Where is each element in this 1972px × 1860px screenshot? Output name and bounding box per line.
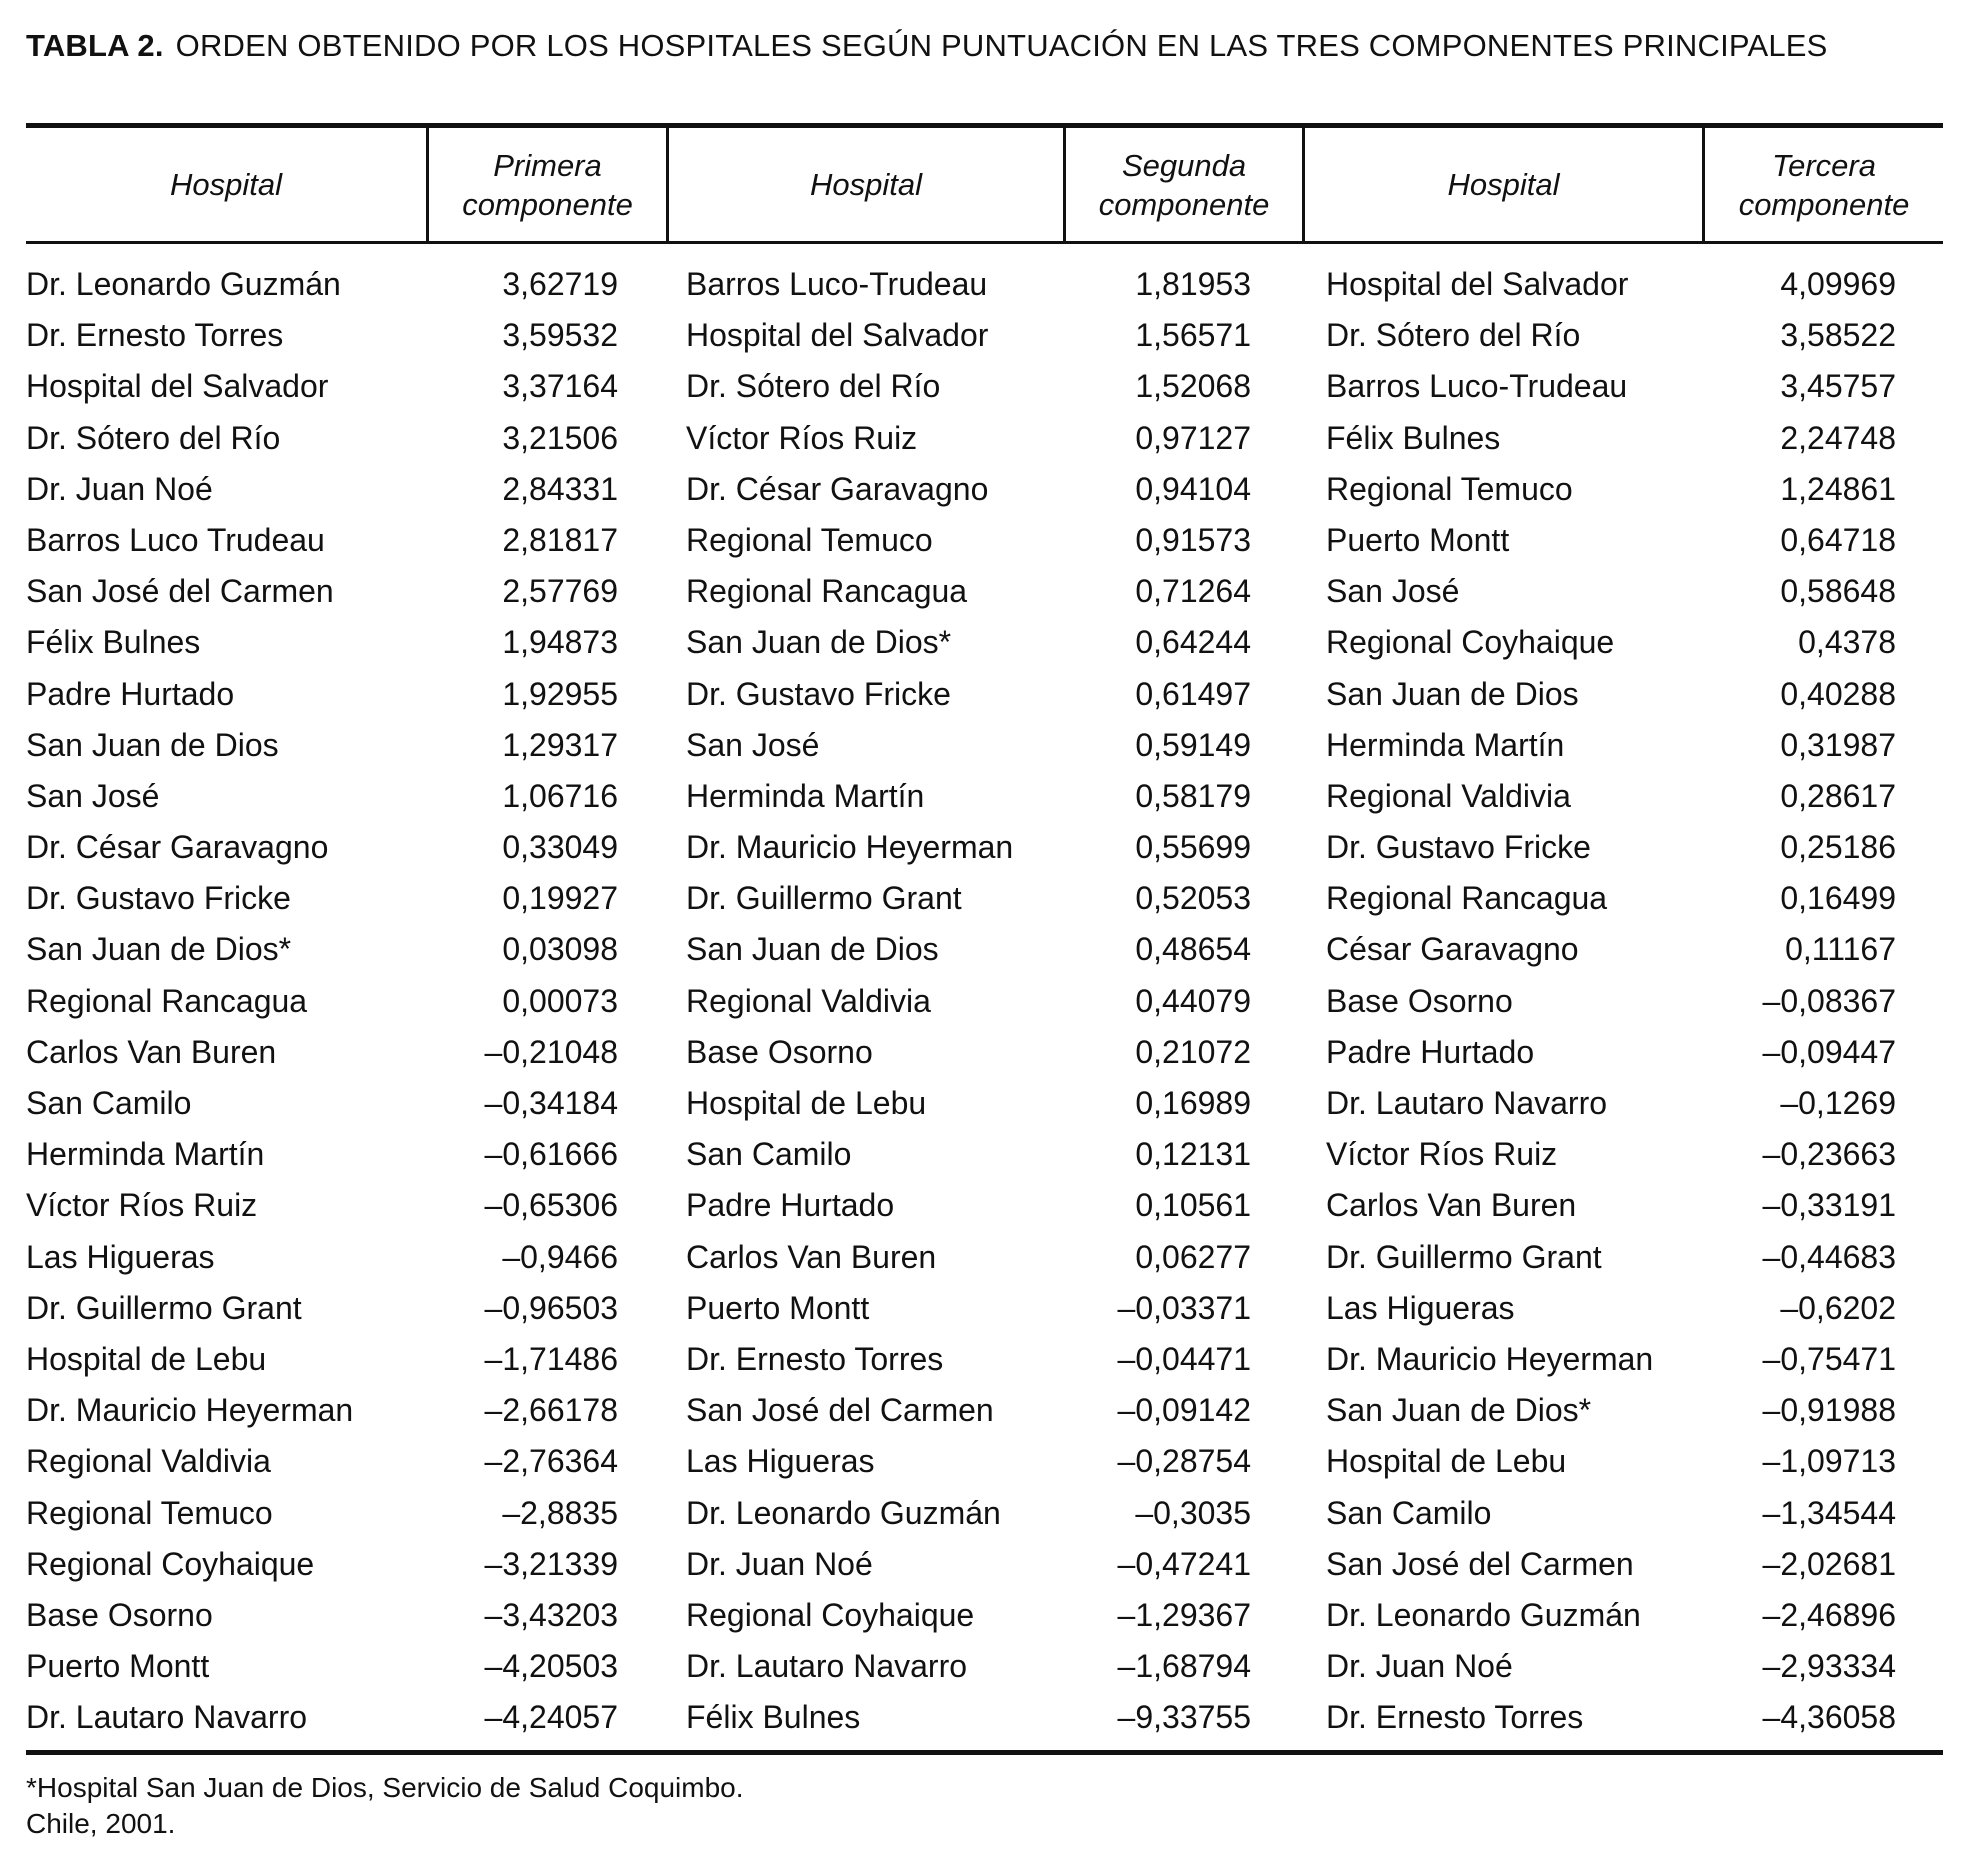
hospital-name-tercera: Dr. Ernesto Torres — [1326, 1699, 1584, 1736]
table-row — [0, 1388, 1972, 1439]
table-row — [0, 1030, 1972, 1081]
score-segunda: 0,44079 — [1135, 982, 1251, 1019]
hospital-name-tercera: San José del Carmen — [1326, 1545, 1634, 1582]
score-segunda: 1,81953 — [1135, 266, 1251, 302]
table-caption: ORDEN OBTENIDO POR LOS HOSPITALES SEGÚN PUNTUACIÓN EN LAS TRES COMPONENTES PRINCIPALES — [175, 28, 1828, 63]
hospital-name-tercera: Padre Hurtado — [1326, 1033, 1535, 1070]
score-segunda: 0,16989 — [1135, 1085, 1251, 1121]
header-hospital-3: Hospital — [1447, 167, 1560, 202]
hospital-name-primera: Dr. Juan Noé — [26, 470, 213, 507]
score-tercera: 0,4378 — [1798, 624, 1896, 661]
table-row — [0, 927, 1972, 978]
score-segunda: 0,55699 — [1135, 829, 1251, 866]
score-primera: 0,19927 — [502, 880, 618, 917]
hospital-name-segunda: Base Osorno — [686, 1033, 873, 1070]
hospital-name-primera: Dr. César Garavagno — [26, 829, 329, 866]
score-tercera: –2,46896 — [1762, 1596, 1896, 1633]
score-segunda: 0,94104 — [1135, 470, 1251, 507]
hospital-name-segunda: San José — [686, 726, 820, 763]
hospital-name-tercera: Dr. Guillermo Grant — [1326, 1238, 1602, 1275]
score-tercera: –0,09447 — [1762, 1033, 1896, 1070]
hospital-name-segunda: San José del Carmen — [686, 1392, 994, 1429]
score-primera: 2,81817 — [502, 521, 618, 558]
header-segunda-componente-label: Segunda componente — [1098, 147, 1270, 222]
table-body — [0, 262, 1972, 1746]
score-segunda: 0,58179 — [1135, 777, 1251, 814]
score-primera: 2,84331 — [502, 470, 618, 507]
hospital-name-segunda: Dr. Sótero del Río — [686, 368, 941, 405]
score-tercera: –0,6202 — [1780, 1289, 1896, 1326]
hospital-name-primera: Base Osorno — [26, 1596, 213, 1633]
score-tercera: –0,1269 — [1780, 1085, 1896, 1121]
hospital-name-primera: Dr. Sótero del Río — [26, 419, 281, 456]
score-tercera: –2,02681 — [1762, 1545, 1896, 1582]
hospital-name-primera: San José del Carmen — [26, 573, 334, 610]
score-segunda: 0,71264 — [1135, 573, 1251, 610]
hospital-name-tercera: Dr. Leonardo Guzmán — [1326, 1596, 1641, 1633]
hospital-name-tercera: San José — [1326, 573, 1460, 610]
hospital-name-primera: Herminda Martín — [26, 1136, 265, 1173]
hospital-name-primera: Félix Bulnes — [26, 624, 201, 661]
hospital-name-primera: Regional Valdivia — [26, 1443, 271, 1480]
hospital-name-tercera: Regional Valdivia — [1326, 777, 1571, 814]
table-row — [0, 1337, 1972, 1388]
table-row — [0, 1286, 1972, 1337]
table-row — [0, 313, 1972, 364]
table-row — [0, 1644, 1972, 1695]
hospital-name-segunda: Víctor Ríos Ruiz — [686, 419, 918, 456]
score-tercera: –0,44683 — [1762, 1238, 1896, 1275]
score-primera: 1,29317 — [502, 726, 618, 763]
score-segunda: 0,97127 — [1135, 419, 1251, 456]
header-segunda-componente — [1066, 128, 1302, 241]
score-tercera: –0,75471 — [1762, 1340, 1896, 1377]
header-tercera-componente — [1705, 128, 1943, 241]
hospital-name-tercera: San Camilo — [1326, 1494, 1492, 1531]
hospital-name-tercera: Hospital de Lebu — [1326, 1443, 1567, 1480]
score-primera: 0,00073 — [502, 982, 618, 1019]
hospital-name-segunda: Las Higueras — [686, 1443, 875, 1480]
hospital-name-segunda: Félix Bulnes — [686, 1699, 861, 1736]
score-tercera: –2,93334 — [1762, 1648, 1896, 1685]
table-row — [0, 1491, 1972, 1542]
hospital-name-segunda: Barros Luco-Trudeau — [686, 266, 988, 302]
hospital-name-segunda: Dr. Leonardo Guzmán — [686, 1494, 1001, 1531]
table-row — [0, 1235, 1972, 1286]
hospital-name-primera: San Juan de Dios* — [26, 931, 292, 968]
table-row — [0, 518, 1972, 569]
table-row — [0, 774, 1972, 825]
table-row — [0, 1132, 1972, 1183]
hospital-name-segunda: Puerto Montt — [686, 1289, 870, 1326]
hospital-name-tercera: Herminda Martín — [1326, 726, 1565, 763]
header-primera-componente — [429, 128, 666, 241]
score-tercera: 0,58648 — [1780, 573, 1896, 610]
score-primera: 0,33049 — [502, 829, 618, 866]
score-segunda: –0,03371 — [1117, 1289, 1251, 1326]
hospital-name-tercera: Hospital del Salvador — [1326, 266, 1629, 302]
hospital-name-primera: Dr. Gustavo Fricke — [26, 880, 291, 917]
score-primera: 3,21506 — [502, 419, 618, 456]
hospital-name-tercera: San Juan de Dios* — [1326, 1392, 1592, 1429]
score-tercera: 4,09969 — [1780, 266, 1896, 302]
score-primera: 1,94873 — [502, 624, 618, 661]
score-tercera: –1,09713 — [1762, 1443, 1896, 1480]
hospital-name-primera: Regional Temuco — [26, 1494, 273, 1531]
score-segunda: –0,04471 — [1117, 1340, 1251, 1377]
hospital-name-primera: Carlos Van Buren — [26, 1033, 277, 1070]
score-segunda: 0,48654 — [1135, 931, 1251, 968]
hospital-name-segunda: Dr. Juan Noé — [686, 1545, 873, 1582]
score-segunda: –9,33755 — [1117, 1699, 1251, 1736]
hospital-name-primera: Las Higueras — [26, 1238, 215, 1275]
hospital-name-primera: San José — [26, 777, 160, 814]
score-segunda: 0,10561 — [1135, 1187, 1251, 1224]
score-primera: –4,20503 — [484, 1648, 618, 1685]
header-tercera-componente-label: Tercera componente — [1738, 147, 1910, 222]
score-segunda: 0,12131 — [1135, 1136, 1251, 1173]
hospital-name-primera: Puerto Montt — [26, 1648, 210, 1685]
table-row — [0, 723, 1972, 774]
hospital-name-tercera: Las Higueras — [1326, 1289, 1515, 1326]
score-primera: 3,59532 — [502, 317, 618, 354]
score-tercera: 0,31987 — [1780, 726, 1896, 763]
header-primera-componente-label: Primera componente — [462, 147, 633, 222]
hospital-name-tercera: Carlos Van Buren — [1326, 1187, 1577, 1224]
score-tercera: –0,91988 — [1762, 1392, 1896, 1429]
table-row — [0, 876, 1972, 927]
score-segunda: –1,68794 — [1117, 1648, 1251, 1685]
table-row — [0, 1081, 1972, 1132]
score-segunda: 0,61497 — [1135, 675, 1251, 712]
table-label: TABLA 2. — [26, 28, 164, 63]
hospital-name-segunda: Hospital del Salvador — [686, 317, 989, 354]
hospital-name-tercera: San Juan de Dios — [1326, 675, 1579, 712]
hospital-name-primera: Regional Coyhaique — [26, 1545, 315, 1582]
hospital-name-segunda: Herminda Martín — [686, 777, 925, 814]
score-tercera: 1,24861 — [1780, 470, 1896, 507]
score-primera: 0,03098 — [502, 931, 618, 968]
score-primera: –1,71486 — [484, 1340, 618, 1377]
score-tercera: –0,33191 — [1762, 1187, 1896, 1224]
header-rule — [26, 241, 1943, 244]
score-segunda: 0,59149 — [1135, 726, 1251, 763]
header-hospital-2: Hospital — [810, 167, 922, 202]
score-tercera: 3,58522 — [1780, 317, 1896, 354]
hospital-name-primera: Dr. Guillermo Grant — [26, 1289, 302, 1326]
score-primera: 1,06716 — [502, 777, 618, 814]
hospital-name-tercera: Dr. Lautaro Navarro — [1326, 1085, 1608, 1121]
hospital-name-primera: Hospital del Salvador — [26, 368, 329, 405]
hospital-name-segunda: Regional Coyhaique — [686, 1596, 975, 1633]
table-row — [0, 1183, 1972, 1234]
table-row — [0, 979, 1972, 1030]
hospital-name-tercera: Dr. Mauricio Heyerman — [1326, 1340, 1654, 1377]
table-row — [0, 569, 1972, 620]
table-row — [0, 416, 1972, 467]
hospital-name-primera: San Juan de Dios — [26, 726, 279, 763]
hospital-name-segunda: San Juan de Dios — [686, 931, 939, 968]
score-segunda: –0,3035 — [1135, 1494, 1251, 1531]
score-segunda: –0,28754 — [1117, 1443, 1251, 1480]
hospital-name-tercera: Félix Bulnes — [1326, 419, 1501, 456]
score-segunda: –0,47241 — [1117, 1545, 1251, 1582]
score-segunda: 1,56571 — [1135, 317, 1251, 354]
hospital-name-segunda: San Juan de Dios* — [686, 624, 952, 661]
hospital-name-segunda: Hospital de Lebu — [686, 1085, 927, 1121]
score-tercera: 0,28617 — [1780, 777, 1896, 814]
score-segunda: 0,64244 — [1135, 624, 1251, 661]
score-primera: –0,21048 — [484, 1033, 618, 1070]
hospital-name-segunda: Regional Temuco — [686, 521, 933, 558]
header-hospital-1: Hospital — [170, 167, 282, 202]
hospital-name-primera: Víctor Ríos Ruiz — [26, 1187, 258, 1224]
hospital-name-segunda: Regional Rancagua — [686, 573, 968, 610]
table-row — [0, 1542, 1972, 1593]
score-primera: –0,65306 — [484, 1187, 618, 1224]
score-tercera: 0,16499 — [1780, 880, 1896, 917]
score-segunda: 0,52053 — [1135, 880, 1251, 917]
score-primera: –0,61666 — [484, 1136, 618, 1173]
hospital-name-segunda: Regional Valdivia — [686, 982, 931, 1019]
score-segunda: 0,91573 — [1135, 521, 1251, 558]
source-note: Chile, 2001. — [26, 1808, 176, 1839]
table-row — [0, 262, 1972, 313]
hospital-name-tercera: Regional Temuco — [1326, 470, 1573, 507]
hospital-name-tercera: César Garavagno — [1326, 931, 1579, 968]
table-row — [0, 672, 1972, 723]
footnote: *Hospital San Juan de Dios, Servicio de Salud Coquimbo. — [26, 1772, 744, 1803]
hospital-name-primera: San Camilo — [26, 1085, 192, 1121]
score-segunda: –0,09142 — [1117, 1392, 1251, 1429]
hospital-name-segunda: San Camilo — [686, 1136, 852, 1173]
table-row — [0, 620, 1972, 671]
score-primera: –3,21339 — [484, 1545, 618, 1582]
table-row — [0, 1593, 1972, 1644]
score-tercera: 0,25186 — [1780, 829, 1896, 866]
score-segunda: 0,21072 — [1135, 1033, 1251, 1070]
score-primera: 3,62719 — [502, 266, 618, 302]
hospital-name-segunda: Dr. Mauricio Heyerman — [686, 829, 1014, 866]
table-row — [0, 1695, 1972, 1746]
hospital-name-tercera: Puerto Montt — [1326, 521, 1510, 558]
score-tercera: 0,11167 — [1785, 931, 1896, 968]
score-primera: –2,8835 — [502, 1494, 618, 1531]
hospital-name-segunda: Padre Hurtado — [686, 1187, 895, 1224]
score-primera: –0,96503 — [484, 1289, 618, 1326]
score-primera: –0,9466 — [502, 1238, 618, 1275]
hospital-name-primera: Dr. Leonardo Guzmán — [26, 266, 341, 302]
hospital-name-tercera: Base Osorno — [1326, 982, 1513, 1019]
hospital-name-tercera: Regional Rancagua — [1326, 880, 1608, 917]
hospital-name-primera: Regional Rancagua — [26, 982, 308, 1019]
score-tercera: 3,45757 — [1780, 368, 1896, 405]
score-tercera: –1,34544 — [1762, 1494, 1896, 1531]
score-segunda: 1,52068 — [1135, 368, 1251, 405]
score-primera: 2,57769 — [502, 573, 618, 610]
hospital-name-segunda: Dr. César Garavagno — [686, 470, 989, 507]
score-segunda: –1,29367 — [1117, 1596, 1251, 1633]
score-primera: 1,92955 — [502, 675, 618, 712]
hospital-name-tercera: Barros Luco-Trudeau — [1326, 368, 1628, 405]
table-row — [0, 825, 1972, 876]
hospital-name-tercera: Víctor Ríos Ruiz — [1326, 1136, 1558, 1173]
score-primera: –3,43203 — [484, 1596, 618, 1633]
table-title — [26, 26, 1926, 66]
score-tercera: –0,23663 — [1762, 1136, 1896, 1173]
score-tercera: 2,24748 — [1780, 419, 1896, 456]
score-primera: –0,34184 — [484, 1085, 618, 1121]
hospital-name-tercera: Dr. Sótero del Río — [1326, 317, 1581, 354]
hospital-name-segunda: Dr. Gustavo Fricke — [686, 675, 951, 712]
hospital-name-primera: Dr. Ernesto Torres — [26, 317, 284, 354]
hospital-name-primera: Barros Luco Trudeau — [26, 521, 325, 558]
hospital-name-segunda: Dr. Guillermo Grant — [686, 880, 962, 917]
bottom-rule — [26, 1750, 1943, 1755]
hospital-name-primera: Hospital de Lebu — [26, 1340, 267, 1377]
score-primera: 3,37164 — [502, 368, 618, 405]
hospital-name-segunda: Dr. Ernesto Torres — [686, 1340, 944, 1377]
score-tercera: –4,36058 — [1762, 1699, 1896, 1736]
score-segunda: 0,06277 — [1135, 1238, 1251, 1275]
hospital-name-primera: Dr. Mauricio Heyerman — [26, 1392, 354, 1429]
table-row — [0, 364, 1972, 415]
table-footer — [26, 1770, 744, 1842]
score-tercera: 0,64718 — [1780, 521, 1896, 558]
hospital-name-tercera: Regional Coyhaique — [1326, 624, 1615, 661]
table-row — [0, 1439, 1972, 1490]
score-tercera: 0,40288 — [1780, 675, 1896, 712]
score-primera: –2,66178 — [484, 1392, 618, 1429]
hospital-name-tercera: Dr. Gustavo Fricke — [1326, 829, 1591, 866]
score-primera: –2,76364 — [484, 1443, 618, 1480]
hospital-name-segunda: Dr. Lautaro Navarro — [686, 1648, 968, 1685]
hospital-name-tercera: Dr. Juan Noé — [1326, 1648, 1513, 1685]
hospital-name-segunda: Carlos Van Buren — [686, 1238, 937, 1275]
score-primera: –4,24057 — [484, 1699, 618, 1736]
hospital-name-primera: Padre Hurtado — [26, 675, 235, 712]
score-tercera: –0,08367 — [1762, 982, 1896, 1019]
table-row — [0, 467, 1972, 518]
hospital-name-primera: Dr. Lautaro Navarro — [26, 1699, 308, 1736]
